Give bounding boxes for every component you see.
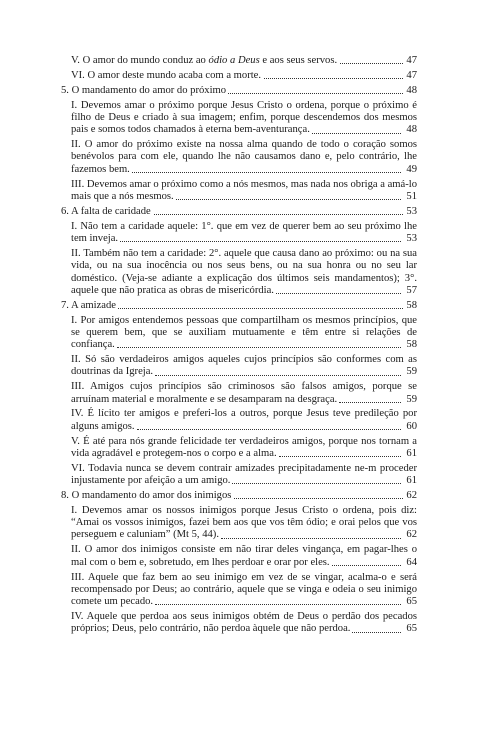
page-number: 48 [406,84,417,96]
page-number: 53 [406,205,417,217]
page-number: 48 [406,124,417,136]
dot-leader [155,604,401,605]
entry-text: V. É até para nós grande felicidade ter verdadeiros amigos, porque nos tornam a vida agradável e protegem-nos o corpo e a alma. [71,435,417,459]
entry-text: II. O amor do próximo existe na nossa alma quando de todo o coração somos benévolos para com ele, quando lhe não causamos dano e, pelo contrário, lhe fazemos bem. [71,139,417,175]
entry-text: IV. Aquele que perdoa aos seus inimigos obtém de Deus o perdão dos pecados próprios; Deus, pelo contrário, não perdoa àquele que não perdoa. [71,611,417,635]
entry-text: V. O amor do mundo conduz ao ódio a Deus e aos seus servos. [71,55,338,66]
entry-text: III. Amigos cujos princípios são criminosos são falsos amigos, porque se arruínam material e moralmente e se desamparam na desgraça. [71,381,417,405]
entry-text: II. Também não tem a caridade: 2°. aquele que causa dano ao próximo: ou na sua vida, ou na sua inocência ou nos seus bens, ou na sua honra ou no seu lar doméstico. (Veja-se adiante a explicação dos últimos seis mandamentos); 3°. aquele que não pratica as obras de misericórdia. [71,247,417,296]
entry-text: II. Só são verdadeiros amigos aqueles cujos princípios são conformes com as doutrinas da Igreja. [71,354,417,378]
toc-section [61,85,417,97]
toc-section [61,206,417,218]
page-number: 49 [406,163,417,175]
page-number: 65 [406,623,417,635]
dot-leader [221,538,401,539]
toc-entry [71,221,417,246]
entry-text: I. Devemos amar o próximo porque Jesus Cristo o ordena, porque o próximo é filho de Deus e criado à sua imagem; enfim, porque descendemos dos mesmos pais e somos todos chamados à eterna bem-aventurança. [71,99,417,136]
page-number: 65 [406,596,417,608]
page-number: 53 [406,233,417,245]
toc-entry [71,611,417,636]
toc-entry [71,179,417,204]
entry-text: III. Aquele que faz bem ao seu inimigo em vez de se vingar, acalma-o e será recompensado por Deus; ao contrário, aquele que se vinga e odeia o seu inimigo comete um pecado. [71,571,417,608]
page-number: 58 [406,339,417,351]
page-number: 64 [406,556,417,568]
page-number: 62 [406,490,417,501]
section-title: 6. A falta de caridade [61,205,151,217]
toc-entry [71,70,417,82]
dot-leader [137,429,401,430]
page-number: 62 [406,529,417,541]
dot-leader [276,293,401,294]
dot-leader [339,402,401,403]
toc-section [61,300,417,312]
page-number: 51 [406,190,417,202]
dot-leader [155,375,401,376]
toc-entry [71,55,417,67]
section-title: 7. A amizade [61,299,117,311]
page-number: 61 [406,447,417,459]
dot-leader [332,565,401,566]
dot-leader [176,199,401,200]
toc-entry [71,139,417,176]
toc-entry [71,100,417,137]
toc-entry [71,315,417,352]
entry-text: I. Não tem a caridade aquele: 1°. que em vez de querer bem ao seu próximo lhe tem inveja. [71,220,417,245]
page-number: 47 [406,55,417,66]
entry-text: III. Devemos amar o próximo como a nós mesmos, mas nada nos obriga a amá-lo mais que a nós mesmos. [71,178,417,202]
page-number: 60 [406,420,417,432]
entry-text: IV. É lícito ter amigos e preferi-los a outros, porque Jesus teve predileção por alguns amigos. [71,408,417,432]
toc-entry [71,354,417,379]
dot-leader [279,456,401,457]
toc-entry [71,381,417,406]
entry-text: I. Por amigos entendemos pessoas que compartilham os mesmos princípios, que se querem bem, que se auxiliam mutuamente e têm entre si relações de confiança. [71,314,417,351]
section-title: 8. O mandamento do amor dos inimigos [61,490,232,501]
dot-leader [232,483,401,484]
entry-text: II. O amor dos inimigos consiste em não tirar deles vingança, em pagar-lhes o mal com o bem e, sobretudo, em lhes perdoar e orar por eles. [71,544,417,568]
toc-entry [71,463,417,488]
page-number: 59 [406,366,417,378]
toc-entry [71,248,417,297]
toc-entry [71,436,417,461]
entry-text: VI. Todavia nunca se devem contrair amizades precipitadamente ne-m proceder injustamente por afeição a um amigo. [71,462,417,487]
section-title: 5. O mandamento do amor do próximo [61,84,227,96]
dot-leader [132,172,401,173]
dot-leader [352,632,401,633]
toc-entry [71,505,417,542]
toc-entry [71,572,417,609]
entry-text: VI. O amor deste mundo acaba com a morte. [71,69,262,81]
dot-leader [120,241,401,242]
toc-entry [71,544,417,569]
toc-entry [71,408,417,433]
page-number: 58 [406,299,417,311]
page-number: 61 [406,475,417,487]
page-number: 57 [406,284,417,296]
toc-section [61,490,417,502]
dot-leader [312,133,401,134]
page-number: 59 [406,393,417,405]
page-number: 47 [406,69,417,81]
dot-leader [117,347,401,348]
entry-text: I. Devemos amar os nossos inimigos porque Jesus Cristo o ordena, pois diz: “Amai os vossos inimigos, fazei bem aos que vos têm ódio; e orai pelos que vos perseguem e caluniam” (Mt 5, 44). [71,504,417,541]
